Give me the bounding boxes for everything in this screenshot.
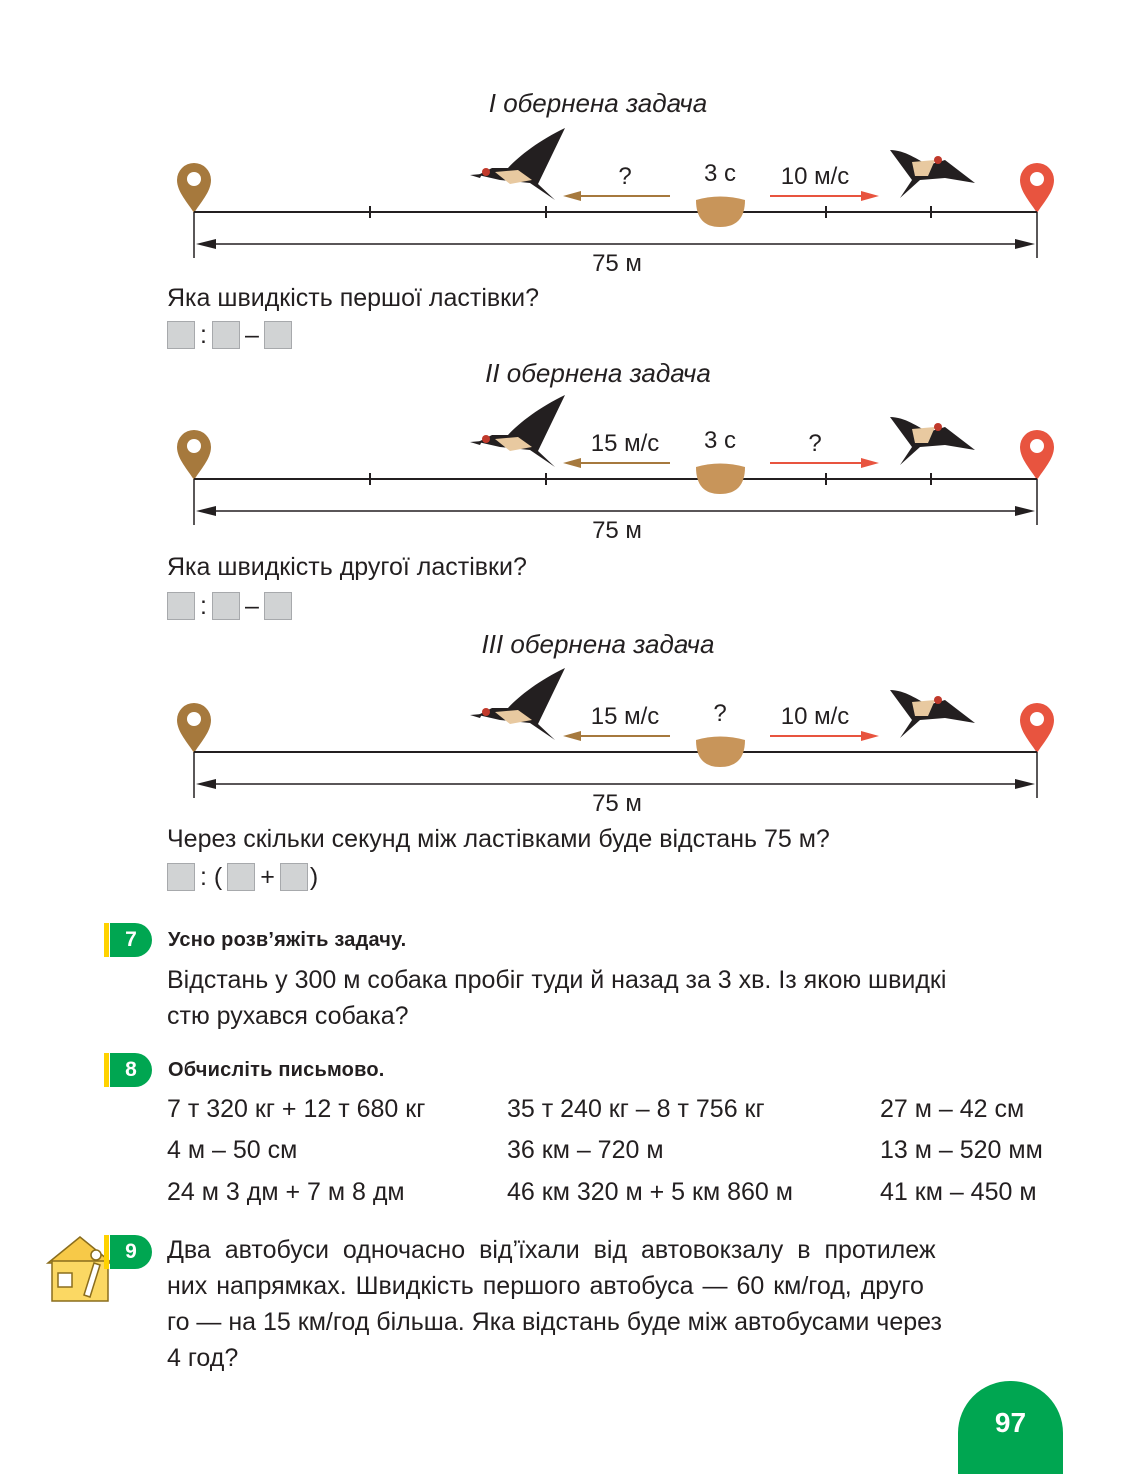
task-7-badge: 7 [110, 923, 152, 957]
calc-expression: 7 т 320 кг + 12 т 680 кг [167, 1095, 426, 1123]
task-9-badge: 9 [110, 1235, 152, 1269]
problem-1-formula [167, 320, 292, 350]
answer-box[interactable] [167, 863, 195, 891]
right-swallow-icon [890, 417, 975, 465]
left-swallow-icon [470, 395, 565, 467]
left-speed-label: ? [618, 163, 632, 190]
end-pin-icon [1020, 163, 1054, 213]
formula-symbol: : [200, 591, 207, 620]
problem-3-question: Через скільки секунд між ластівками буде відстань 75 м? [167, 825, 830, 853]
task-7-line: стю рухався собака? [167, 1002, 409, 1030]
task-9-line [167, 1232, 1060, 1268]
formula-symbol: ) [309, 862, 319, 891]
start-pin-icon [177, 430, 211, 480]
left-swallow-icon [470, 668, 565, 740]
calc-expression: 36 км – 720 м [507, 1136, 664, 1164]
start-pin-icon [177, 703, 211, 753]
formula-symbol: : [200, 320, 207, 349]
problem-2-question: Яка швидкість другої ластівки? [167, 553, 527, 581]
task-9-line: го — на 15 км/год більша. Яка відстань буде між автобусами через [167, 1308, 942, 1336]
task-7-heading: Усно розв’яжіть задачу. [168, 929, 407, 951]
right-swallow-icon [890, 690, 975, 738]
answer-box[interactable] [167, 592, 195, 620]
end-pin-icon [1020, 430, 1054, 480]
page-number: 97 [958, 1381, 1063, 1474]
right-speed-label: 10 м/с [780, 703, 850, 730]
left-speed-label: 15 м/с [590, 703, 660, 730]
task-7-text [167, 962, 1067, 1034]
task-7-line: Відстань у 300 м собака пробіг туди й назад за 3 хв. Із якою швидкі [167, 966, 947, 994]
distance-label: 75 м [592, 517, 642, 544]
problem-2-diagram [0, 392, 1133, 562]
end-pin-icon [1020, 703, 1054, 753]
formula-symbol: – [244, 320, 259, 349]
formula-symbol: : ( [200, 862, 223, 891]
answer-box[interactable] [280, 863, 308, 891]
nest-icon [696, 197, 745, 228]
calc-expression: 24 м 3 дм + 7 м 8 дм [167, 1178, 405, 1206]
answer-box[interactable] [227, 863, 255, 891]
left-speed-label: 15 м/с [590, 430, 660, 457]
task-8-badge: 8 [110, 1053, 152, 1087]
right-swallow-icon [890, 150, 975, 198]
problem-1-diagram [0, 125, 1133, 295]
right-speed-label: ? [808, 430, 822, 457]
time-label: 3 с [703, 427, 737, 454]
distance-label: 75 м [592, 250, 642, 277]
right-speed-label: 10 м/с [780, 163, 850, 190]
task-9-line: них напрямках. Швидкість першого автобуса — 60 км/год, друго [167, 1272, 924, 1300]
calc-expression: 46 км 320 м + 5 км 860 м [507, 1178, 793, 1206]
nest-icon [696, 464, 745, 495]
problem-2-title: II обернена задача [485, 358, 711, 388]
answer-box[interactable] [212, 592, 240, 620]
problem-1-question: Яка швидкість першої ластівки? [167, 284, 539, 312]
task-9-line-text: Два автобуси одночасно від’їхали від автовокзалу в протилеж [167, 1236, 936, 1264]
answer-box[interactable] [264, 592, 292, 620]
task-8-heading: Обчисліть письмово. [168, 1059, 385, 1081]
problem-3-formula [167, 862, 323, 892]
start-pin-icon [177, 163, 211, 213]
left-swallow-icon [470, 128, 565, 200]
task-9-line: 4 год? [167, 1344, 239, 1372]
calc-expression: 35 т 240 кг – 8 т 756 кг [507, 1095, 765, 1123]
formula-symbol: + [260, 862, 275, 891]
calc-expression: 41 км – 450 м [880, 1178, 1037, 1206]
distance-label: 75 м [592, 790, 642, 817]
calc-expression: 13 м – 520 мм [880, 1136, 1043, 1164]
time-label: ? [713, 700, 727, 727]
problem-1-title: I обернена задача [488, 88, 708, 118]
task-9-text [167, 1232, 1060, 1376]
formula-symbol: – [244, 591, 259, 620]
answer-box[interactable] [212, 321, 240, 349]
problem-3-title: III обернена задача [481, 629, 715, 659]
answer-box[interactable] [264, 321, 292, 349]
problem-2-formula [167, 591, 292, 621]
answer-box[interactable] [167, 321, 195, 349]
time-label: 3 с [703, 160, 737, 187]
calc-expression: 4 м – 50 см [167, 1136, 298, 1164]
nest-icon [696, 737, 745, 768]
problem-3-diagram [0, 665, 1133, 835]
calc-expression: 27 м – 42 см [880, 1095, 1025, 1123]
